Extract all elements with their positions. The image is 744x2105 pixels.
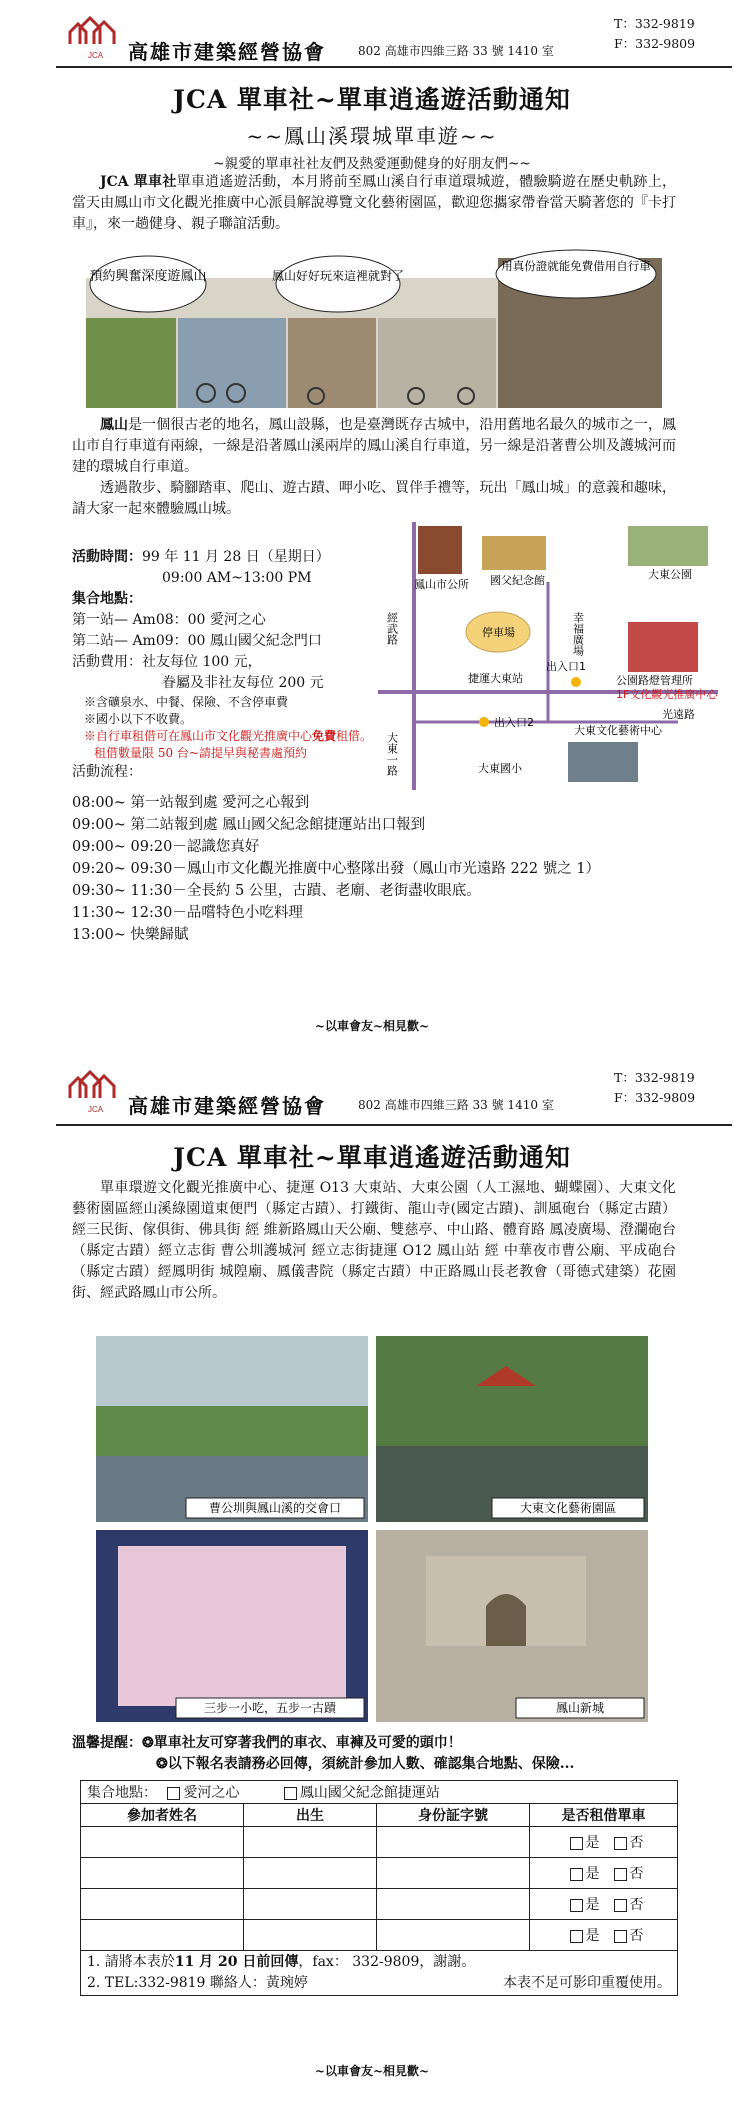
logo-text: JCA [88, 51, 104, 60]
time-hours: 09:00 AM~13:00 PM [162, 570, 312, 586]
schedule-item: 08:00~ 第一站報到處 愛河之心報到 [72, 795, 310, 811]
route-map [378, 522, 718, 790]
tel-number: T：332-9819 [614, 1070, 695, 1085]
id-field[interactable] [377, 1858, 530, 1889]
svg-text:1F文化觀光推廣中心: 1F文化觀光推廣中心 [616, 688, 718, 701]
jca-logo-icon [66, 14, 122, 62]
name-field[interactable] [81, 1827, 244, 1858]
page1-header [0, 6, 744, 68]
note-children: ※國小以下不收費。 [84, 712, 193, 726]
svg-text:出入口2: 出入口2 [494, 716, 534, 729]
fee-label: 活動費用： [72, 654, 142, 670]
form-notes: 1. 請將本表於11 月 20 日前回傳，fax： 332-9809，謝謝。 2. TEL:332-9819 聯絡人：黃琬婷 本表不足可影印重覆使用。 [81, 1951, 678, 1996]
meeting-stop-1: 第一站— Am08：00 愛河之心 [72, 612, 266, 628]
schedule-item: 09:30~ 11:30－全長約 5 公里，古蹟、老廟、老街盡收眼底。 [72, 883, 481, 899]
meeting-stop-2: 第二站— Am09：00 鳳山國父紀念門口 [72, 633, 322, 649]
flow-label: 活動流程： [72, 764, 142, 780]
time-date: 99 年 11 月 28 日（星期日） [142, 549, 330, 565]
greeting: ~親愛的單車社社友們及熱愛運動健身的好朋友們~~ [213, 156, 531, 172]
fee-others: 眷屬及非社友每位 200 元 [162, 675, 324, 691]
col-birth: 出生 [244, 1804, 377, 1827]
rental-choice: 是 否 [530, 1889, 678, 1920]
svg-text:公園路燈管理所: 公園路燈管理所 [616, 674, 693, 687]
option-checkbox-2[interactable] [284, 1787, 297, 1800]
page-title: JCA 單車社~單車逍遙遊活動通知 [173, 85, 571, 114]
birth-field[interactable] [244, 1889, 377, 1920]
schedule-item: 11:30~ 12:30－品嚐特色小吃料理 [72, 905, 303, 921]
event-info [72, 547, 392, 783]
svg-text:大東國小: 大東國小 [478, 762, 522, 775]
bubble-2: 鳳山好好玩來這裡就對了 [271, 269, 405, 283]
svg-text:經武路: 經武路 [385, 612, 399, 645]
svg-text:鳳山市公所: 鳳山市公所 [414, 578, 469, 591]
schedule-item: 09:00~ 第二站報到處 鳳山國父紀念館捷運站出口報到 [72, 817, 426, 833]
registration-form [80, 1780, 678, 1996]
schedule-item: 09:00~ 09:20－認識您真好 [72, 839, 260, 855]
name-field[interactable] [81, 1858, 244, 1889]
birth-field[interactable] [244, 1920, 377, 1951]
svg-text:光遠路: 光遠路 [662, 708, 695, 721]
caption-2: 大東文化藝術園區 [519, 1501, 617, 1515]
jca-logo-icon [66, 1068, 122, 1116]
page2-header [0, 1060, 744, 1122]
fax-number: F：332-9809 [614, 1090, 696, 1105]
form-row [81, 1827, 678, 1858]
svg-text:JCA: JCA [88, 1105, 104, 1114]
cycling-photo-strip [86, 248, 662, 408]
name-field[interactable] [81, 1889, 244, 1920]
photo-grid [96, 1336, 648, 1722]
caption-3: 三步一小吃，五步一古蹟 [203, 1701, 337, 1715]
bubble-3: 用真份證就能免費借用自行車 [501, 259, 651, 273]
fee-members: 社友每位 100 元， [142, 654, 262, 670]
experience-paragraph: 透過散步、騎腳踏車、爬山、遊古蹟、呷小吃、買伴手禮等，玩出「鳳山城」的意義和趣味，請大家一起來體驗鳳山城。 [72, 480, 676, 517]
id-field[interactable] [377, 1889, 530, 1920]
svg-text:捷運大東站: 捷運大東站 [468, 672, 523, 685]
org-address: 802 高雄市四維三路 33 號 1410 室 [358, 44, 554, 58]
tel-number: T：332-9819 [614, 16, 695, 31]
name-field[interactable] [81, 1920, 244, 1951]
page2-footer: ~以車會友~相見歡~ [314, 2064, 430, 2078]
note-rental: ※自行車租借可在鳳山市文化觀光推廣中心免費租借。 [84, 729, 373, 743]
page1-footer: ~以車會友~相見歡~ [314, 1019, 430, 1033]
reminder-1: ❂單車社友可穿著我們的車衣、車褲及可愛的頭巾！ [142, 1735, 462, 1751]
form-row [81, 1858, 678, 1889]
col-id: 身份証字號 [377, 1804, 530, 1827]
schedule-item: 13:00~ 快樂歸賦 [72, 927, 189, 943]
svg-text:出入口1: 出入口1 [546, 660, 586, 673]
schedule-list [72, 792, 692, 946]
bubble-1: 預約興奮深度遊鳳山 [89, 269, 207, 284]
rental-choice: 是 否 [530, 1920, 678, 1951]
fax-number: F：332-9809 [614, 36, 696, 51]
id-field[interactable] [377, 1920, 530, 1951]
rental-choice: 是 否 [530, 1858, 678, 1889]
meeting-options: 集合地點： 愛河之心 鳳山國父紀念館捷運站 [81, 1781, 678, 1804]
schedule-item: 09:20~ 09:30－鳳山市文化觀光推廣中心整隊出發（鳳山市光遠路 222 號之 1） [72, 861, 601, 877]
svg-text:停車場: 停車場 [482, 626, 515, 639]
birth-field[interactable] [244, 1858, 377, 1889]
org-address: 802 高雄市四維三路 33 號 1410 室 [358, 1098, 554, 1112]
col-rental: 是否租借單車 [530, 1804, 678, 1827]
fengshan-paragraph: 鳳山是一個很古老的地名，鳳山設縣，也是臺灣既存古城中，沿用舊地名最久的城市之一，鳳山市自行車道有兩線，一線是沿著鳳山溪兩岸的鳳山溪自行車道，另一線是沿著曹公圳及護城河而建的環城自行車道。 [72, 417, 677, 475]
page-title: JCA 單車社~單車逍遙遊活動通知 [173, 1143, 571, 1172]
birth-field[interactable] [244, 1827, 377, 1858]
org-name: 高雄市建築經營協會 [128, 1094, 326, 1118]
reminder [72, 1733, 574, 1775]
header-divider [56, 1124, 732, 1126]
reminder-label: 溫馨提醒： [72, 1735, 142, 1751]
org-contact [614, 1068, 695, 1108]
caption-4: 鳳山新城 [555, 1701, 605, 1715]
form-row [81, 1920, 678, 1951]
header-divider [56, 66, 732, 68]
page-subtitle: ~~鳳山溪環城單車遊~~ [246, 124, 498, 148]
option-checkbox-1[interactable] [167, 1787, 180, 1800]
col-name: 參加者姓名 [81, 1804, 244, 1827]
svg-text:國父紀念館: 國父紀念館 [490, 574, 545, 587]
route-paragraph: 單車環遊文化觀光推廣中心、捷運 O13 大東站、大東公園（人工濕地、蝴蝶園）、大東文化藝術園區經山溪綠園道東便門（縣定古蹟）、打鐵街、龍山寺(國定古蹟)、訓風砲台（縣定古蹟）經三民街、傢俱街、佛具街 經 維新路鳳山天公廟、雙慈亭、中山路、體育路 鳳凌廣場、澄瀾砲台（縣定古蹟）經立志街 曹公圳護城河 經立志街捷運 O12 鳳山站 經 中華夜市曹公廟、平成砲台（縣定古蹟）經鳳明街 城隍廟、鳳儀書院（縣定古蹟）中正路鳳山長老教會（哥德式建築）花園街、經武路鳳山市公所。 [72, 1180, 676, 1301]
form-row [81, 1889, 678, 1920]
id-field[interactable] [377, 1827, 530, 1858]
time-label: 活動時間： [72, 549, 142, 565]
svg-text:大東一路: 大東一路 [385, 732, 399, 776]
note-rental-limit: 租借數量限 50 台~請提早與秘書處預約 [94, 746, 307, 760]
org-contact [614, 14, 695, 54]
svg-text:大東文化藝術中心: 大東文化藝術中心 [574, 724, 662, 737]
rental-choice: 是 否 [530, 1827, 678, 1858]
note-included: ※含礦泉水、中餐、保險、不含停車費 [84, 695, 289, 709]
intro-paragraph: JCA 單車社單車逍遙遊活動，本月將前至鳳山溪自行車道環城遊，體驗騎遊在歷史軌跡上，當天由鳳山市文化觀光推廣中心派員解說導覽文化藝術園區，歡迎您攜家帶眷當天騎著您的『卡打車』，來一趟健身、親子聯誼活動。 [72, 174, 676, 232]
caption-1: 曹公圳與鳳山溪的交會口 [208, 1501, 342, 1515]
org-name: 高雄市建築經營協會 [128, 40, 326, 64]
svg-text:大東公園: 大東公園 [648, 568, 692, 581]
svg-text:幸福廣場: 幸福廣場 [571, 612, 585, 656]
reminder-2: ❂以下報名表請務必回傳，須統計參加人數、確認集合地點、保險... [156, 1756, 575, 1772]
meeting-label: 集合地點： [72, 591, 142, 607]
